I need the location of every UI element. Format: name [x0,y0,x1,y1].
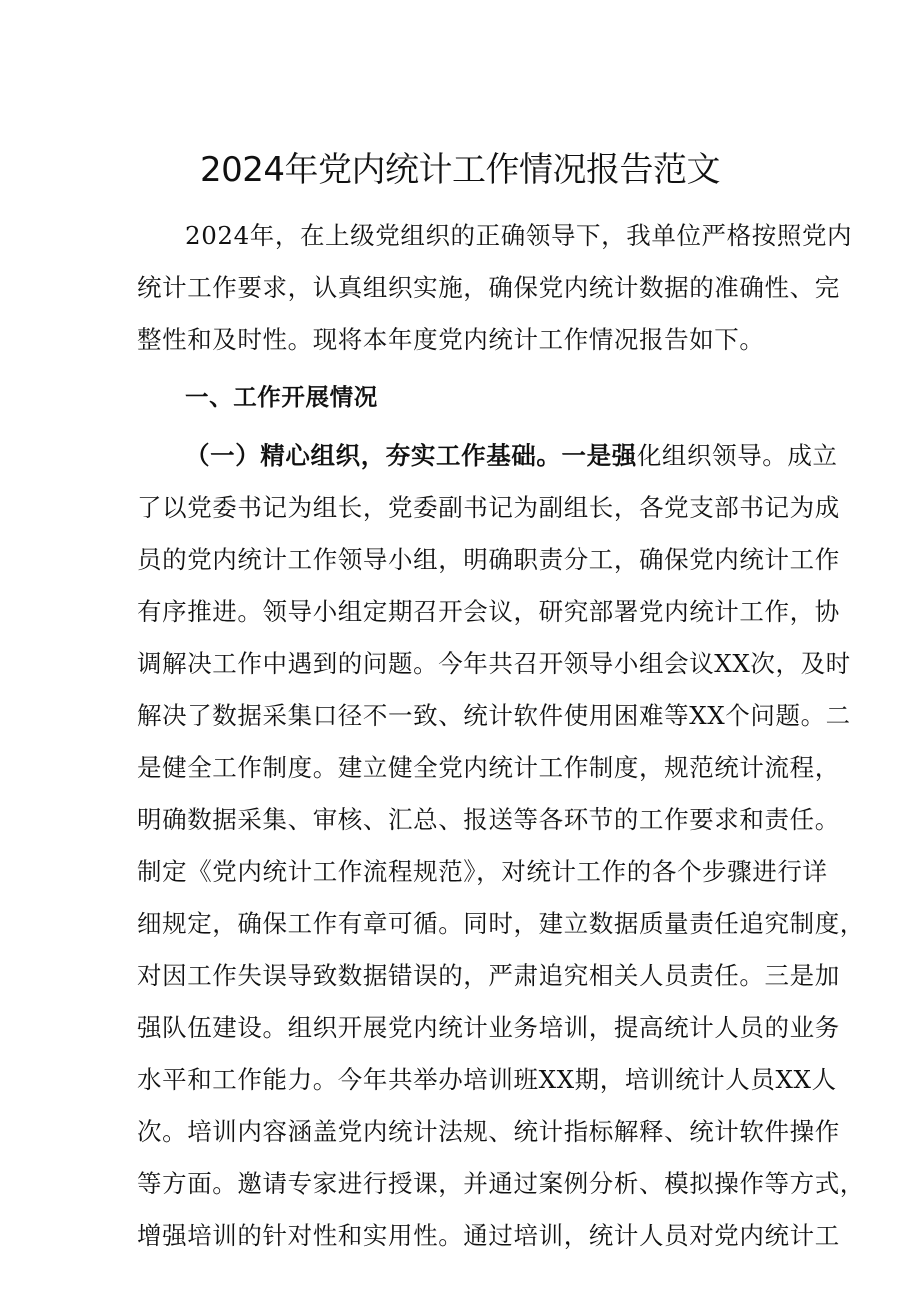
body-line-13: 次。培训内容涵盖党内统计法规、统计指标解释、统计软件操作 [137,1117,840,1146]
body-line-12: 水平和工作能力。今年共举办培训班XX期，培训统计人员XX人 [137,1065,837,1094]
body-line-8: 制定《党内统计工作流程规范》，对统计工作的各个步骤进行详 [137,857,828,886]
body-line-11: 强队伍建设。组织开展党内统计业务培训，提高统计人员的业务 [137,1013,840,1042]
subsection-title: （一）精心组织，夯实工作基础。 [185,441,562,470]
body-line-5: 解决了数据采集口径不一致、统计软件使用困难等XX个问题。二 [137,701,851,730]
document-title: 2024年党内统计工作情况报告范文 [199,150,721,190]
body-line-7: 明确数据采集、审核、汇总、报送等各环节的工作要求和责任。 [137,805,840,834]
body-line-1: 了以党委书记为组长，党委副书记为副组长，各党支部书记为成 [137,493,840,522]
intro-line-2: 统计工作要求，认真组织实施，确保党内统计数据的准确性、完 [137,273,840,302]
body-line-6: 是健全工作制度。建立健全党内统计工作制度，规范统计流程， [137,753,840,782]
body-line-2: 员的党内统计工作领导小组，明确职责分工，确保党内统计工作 [137,545,840,574]
body-line-3: 有序推进。领导小组定期召开会议，研究部署党内统计工作，协 [137,597,840,626]
body-line-9: 细规定，确保工作有章可循。同时，建立数据质量责任追究制度， [137,909,865,938]
subsection-first-line [185,430,838,482]
body-line-4: 调解决工作中遇到的问题。今年共召开领导小组会议XX次，及时 [137,649,851,678]
intro-line-1: 2024年，在上级党组织的正确领导下，我单位严格按照党内 [185,221,853,250]
subsection-lead: 一是强 [561,441,637,470]
section-heading: 一、工作开展情况 [185,383,378,411]
intro-line-3: 整性和及时性。现将本年度党内统计工作情况报告如下。 [137,325,765,354]
body-line-10: 对因工作失误导致数据错误的，严肃追究相关人员责任。三是加 [137,961,840,990]
subsection-first-line-rest: 化组织领导。成立 [636,441,838,470]
body-line-15: 增强培训的针对性和实用性。通过培训，统计人员对党内统计工 [137,1221,840,1250]
body-line-14: 等方面。邀请专家进行授课，并通过案例分析、模拟操作等方式， [137,1169,865,1198]
